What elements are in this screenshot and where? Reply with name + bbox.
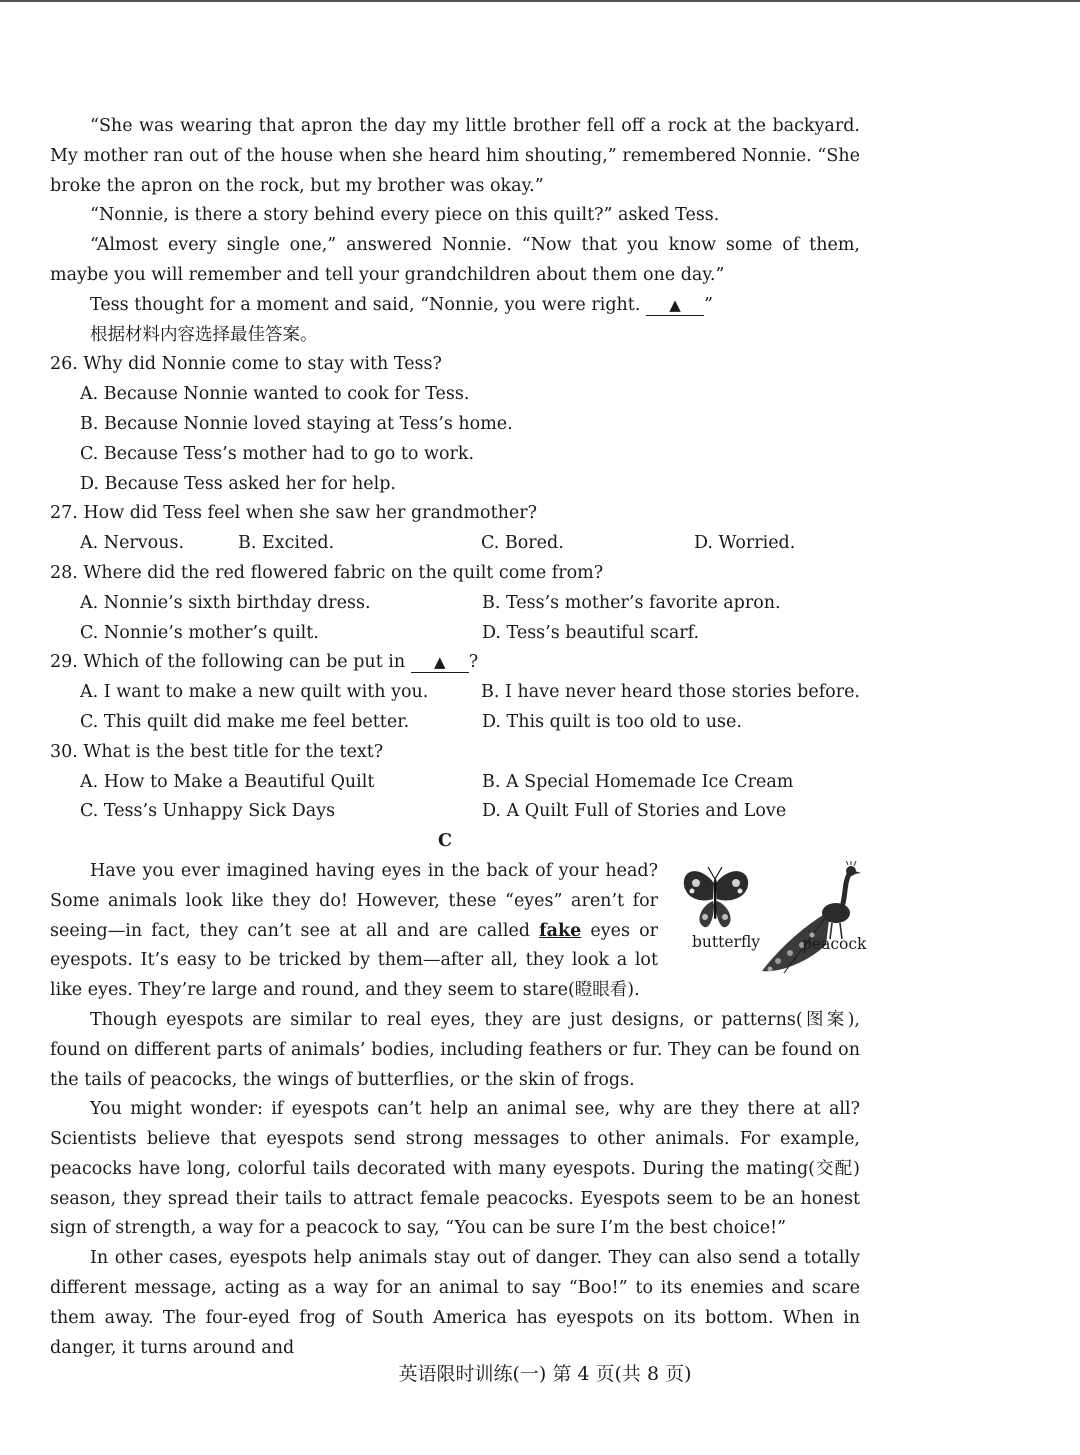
exam-page [50, 112, 867, 1363]
option: D. Worried. [694, 533, 796, 554]
option: A. Nonnie’s sixth birthday dress. [80, 592, 371, 613]
option: B. Excited. [238, 533, 335, 554]
option: C. This quilt did make me feel better. [80, 711, 410, 732]
paragraph-text: Have you ever imagined having eyes in the back of your head? Some animals look like they do! However, these “eyes” aren’t for seeing—in fact, they can’t see at all and are called [50, 860, 658, 941]
option-row [50, 708, 860, 738]
option: B. I have never heard those stories before. [481, 682, 860, 703]
illustration [680, 861, 865, 981]
option: D. Because Tess asked her for help. [80, 473, 396, 494]
peacock-icon [762, 861, 861, 973]
butterfly-caption: butterfly [692, 932, 761, 951]
option: D. Tess’s beautiful scarf. [482, 622, 700, 643]
passage-b-paragraph: “She was wearing that apron the day my little brother fell off a rock at the backyard. My mother ran out of the house when she heard him shouting,” remembered Nonnie. “She broke the apron on the rock, but my brother was okay.” [50, 116, 860, 196]
butterfly-peacock-illustration [680, 861, 865, 981]
section-heading: C [438, 831, 452, 852]
option: A. How to Make a Beautiful Quilt [80, 771, 375, 792]
option: B. Tess’s mother’s favorite apron. [482, 592, 781, 613]
instruction: 根据材料内容选择最佳答案。 [90, 324, 318, 345]
passage-b-paragraph: “Nonnie, is there a story behind every piece on this quilt?” asked Tess. [90, 205, 720, 226]
question-stem [50, 648, 860, 678]
option-row [50, 529, 860, 559]
option: A. Nervous. [80, 533, 185, 554]
option: C. Bored. [481, 533, 564, 554]
closing-quote: ” [703, 294, 713, 315]
peacock-caption: peacock [802, 934, 867, 953]
option-row [50, 797, 860, 827]
passage-c-paragraph: Though eyespots are similar to real eyes, they are just designs, or patterns(图案), found on different parts of animals’ bodies, including feathers or fur. They can be found on the tails of peacocks, the wings of butterflies, or the skin of frogs. [50, 1009, 860, 1090]
question-stem-text: 29. Which of the following can be put in [50, 652, 406, 673]
option-row [50, 678, 860, 708]
passage-c-paragraph [50, 857, 658, 1006]
option: A. Because Nonnie wanted to cook for Tess. [80, 384, 470, 405]
option: D. A Quilt Full of Stories and Love [482, 801, 787, 822]
option-row [50, 589, 860, 619]
option: C. Because Tess’s mother had to go to work. [80, 443, 475, 464]
question-mark: ? [468, 652, 479, 673]
last-line-text: Tess thought for a moment and said, “Nonnie, you were right. [90, 294, 641, 315]
answer-blank: ▲ [646, 295, 704, 316]
page-footer: 英语限时训练(一) 第 4 页(共 8 页) [398, 1363, 692, 1385]
option: D. This quilt is too old to use. [482, 711, 742, 732]
option: C. Tess’s Unhappy Sick Days [80, 801, 336, 822]
question-stem: 27. How did Tess feel when she saw her grandmother? [50, 503, 537, 524]
keyword-fake: fake [539, 920, 582, 941]
butterfly-icon [684, 867, 748, 927]
option: B. A Special Homemade Ice Cream [482, 771, 794, 792]
question-stem: 26. Why did Nonnie come to stay with Tess? [50, 354, 442, 375]
answer-blank: ▲ [411, 652, 469, 673]
passage-b-paragraph: “Almost every single one,” answered Nonnie. “Now that you know some of them, maybe you will remember and tell your grandchildren about them one day.” [50, 235, 860, 285]
option: A. I want to make a new quilt with you. [80, 682, 429, 703]
passage-c-paragraph: You might wonder: if eyespots can’t help an animal see, why are they there at all? Scientists believe that eyespots send strong messages to other animals. For example, peacocks have long, colorful tails decorated with many eyespots. During the mating(交配) season, they spread their tails to attract female peacocks. Eyespots seem to be an honest sign of strength, a way for a peacock to say, “You can be sure I’m the best choice!” [50, 1099, 860, 1239]
option: B. Because Nonnie loved staying at Tess’s home. [80, 413, 513, 434]
passage-b-last-line [50, 291, 860, 321]
paragraph-text: eyes or eyespots. It’s easy to be tricked by them—after all, they look a lot like eyes. They’re large and round, and they seem to stare(瞪眼看). [50, 920, 658, 1001]
question-stem: 30. What is the best title for the text? [50, 741, 384, 762]
option-row [50, 768, 860, 798]
section-c-intro [50, 857, 867, 1006]
option-row [50, 619, 860, 649]
top-border [0, 0, 1080, 2]
passage-c-paragraph: In other cases, eyespots help animals stay out of danger. They can also send a totally different message, acting as a way for an animal to say “Boo!” to its enemies and scare them away. The four-eyed frog of South America has eyespots on its bottom. When in danger, it turns around and [50, 1248, 860, 1358]
option: C. Nonnie’s mother’s quilt. [80, 622, 319, 643]
question-stem: 28. Where did the red flowered fabric on the quilt come from? [50, 562, 604, 583]
